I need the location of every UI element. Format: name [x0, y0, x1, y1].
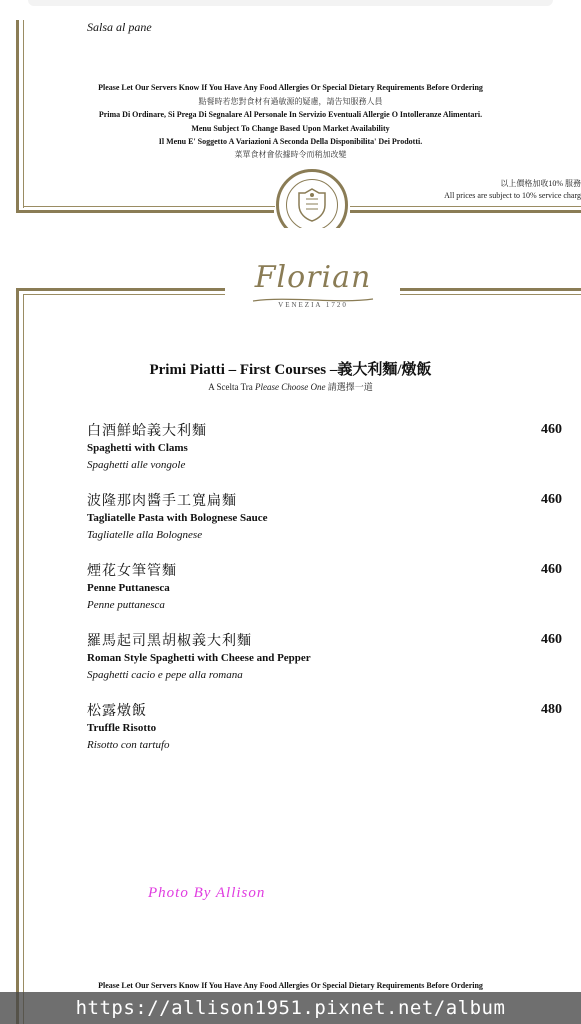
dish-name-en: Truffle Risotto [87, 722, 157, 734]
url-watermark-bar [0, 992, 581, 1024]
dish-item [87, 422, 562, 474]
logo-flourish-icon [248, 296, 378, 304]
florian-logo [248, 260, 378, 330]
top-edge [28, 0, 553, 6]
url-watermark-text: https://allison1951.pixnet.net/album [75, 997, 506, 1019]
frame-top-right-inner [400, 294, 581, 295]
dish-italian-name: Salsa al pane [87, 20, 152, 34]
dish-name-it: Spaghetti alle vongole [87, 459, 186, 471]
frame-bottom-right-inner [350, 206, 581, 207]
dish-name-zh: 羅馬起司黑胡椒義大利麵 [87, 633, 252, 649]
frame-bottom-left-outer [16, 210, 274, 213]
subtitle-italic: Please Choose One [255, 382, 326, 392]
frame-top-right-outer [400, 288, 581, 291]
photo-credit-watermark: Photo By Allison [148, 885, 266, 901]
dish-name-zh: 煙花女筆管麵 [87, 563, 177, 579]
frame-bottom-right-outer [350, 210, 581, 213]
frame-bottom-left-inner [23, 206, 275, 207]
allergy-note-en: Please Let Our Servers Know If You Have Any Food Allergies Or Special Dietary Requirements Before Ordering [98, 83, 483, 92]
dish-item [87, 702, 562, 754]
dish-name-en: Roman Style Spaghetti with Cheese and Pepper [87, 652, 311, 664]
subtitle-zh: 請選擇一道 [325, 382, 373, 392]
dish-name-zh: 波隆那肉醬手工寬扁麵 [87, 493, 237, 509]
section-subtitle [0, 380, 581, 393]
section-title: Primi Piatti – First Courses –義大利麵/燉飯 [149, 362, 432, 378]
dish-name-en: Spaghetti with Clams [87, 442, 188, 454]
dish-price: 460 [541, 492, 562, 507]
service-charge-note-zh: 以上價格加收10% 服務 [500, 179, 581, 188]
allergy-note-zh: 點餐時若您對食材有過敏源的疑慮，請告知服務人員 [198, 97, 383, 106]
bottom-allergy-note: Please Let Our Servers Know If You Have Any Food Allergies Or Special Dietary Requirements Before Ordering [98, 981, 483, 990]
frame-top-left-outer [16, 288, 225, 291]
dish-name-zh: 松露燉飯 [87, 703, 147, 719]
dish-price: 460 [541, 562, 562, 577]
dish-item [87, 632, 562, 684]
menu-change-note-zh: 菜單食材會依據時令而稍加改變 [234, 150, 347, 159]
menu-page [0, 228, 581, 1024]
logo-script-text: Florian [254, 260, 372, 295]
dish-name-it: Tagliatelle alla Bolognese [87, 529, 203, 541]
dish-name-zh: 白酒鮮蛤義大利麵 [87, 423, 207, 439]
dish-item [87, 562, 562, 614]
allergy-note-it: Prima Di Ordinare, Si Prega Di Segnalare Al Personale In Servizio Eventuali Allergie O Intolleranze Alimentari. [98, 110, 483, 119]
logo-subtitle: VENEZIA 1720 [278, 301, 348, 309]
frame-top-left-inner [23, 294, 225, 295]
dish-item [87, 492, 562, 544]
dish-name-en: Penne Puttanesca [87, 582, 170, 594]
menu-change-note-en: Menu Subject To Change Based Upon Market Availability [191, 124, 390, 133]
dish-price: 460 [541, 422, 562, 437]
dish-name-it: Penne puttanesca [87, 599, 165, 611]
subtitle-prefix: A Scelta Tra [208, 382, 255, 392]
dish-price: 480 [541, 702, 562, 717]
frame-left-inner [23, 294, 24, 1024]
menu-change-note-it: Il Menu E' Soggetto A Variazioni A Seconda Della Disponibilita' Dei Prodotti. [158, 137, 423, 146]
dish-name-en: Tagliatelle Pasta with Bolognese Sauce [87, 512, 268, 524]
crest-shield-icon [295, 187, 329, 223]
crest-emblem [286, 179, 338, 231]
service-charge-note-en: All prices are subject to 10% service charg [444, 191, 581, 200]
dish-name-it: Risotto con tartufo [87, 739, 170, 751]
frame-left-outer [16, 288, 19, 1024]
dish-name-it: Spaghetti cacio e pepe alla romana [87, 669, 243, 681]
dish-price: 460 [541, 632, 562, 647]
